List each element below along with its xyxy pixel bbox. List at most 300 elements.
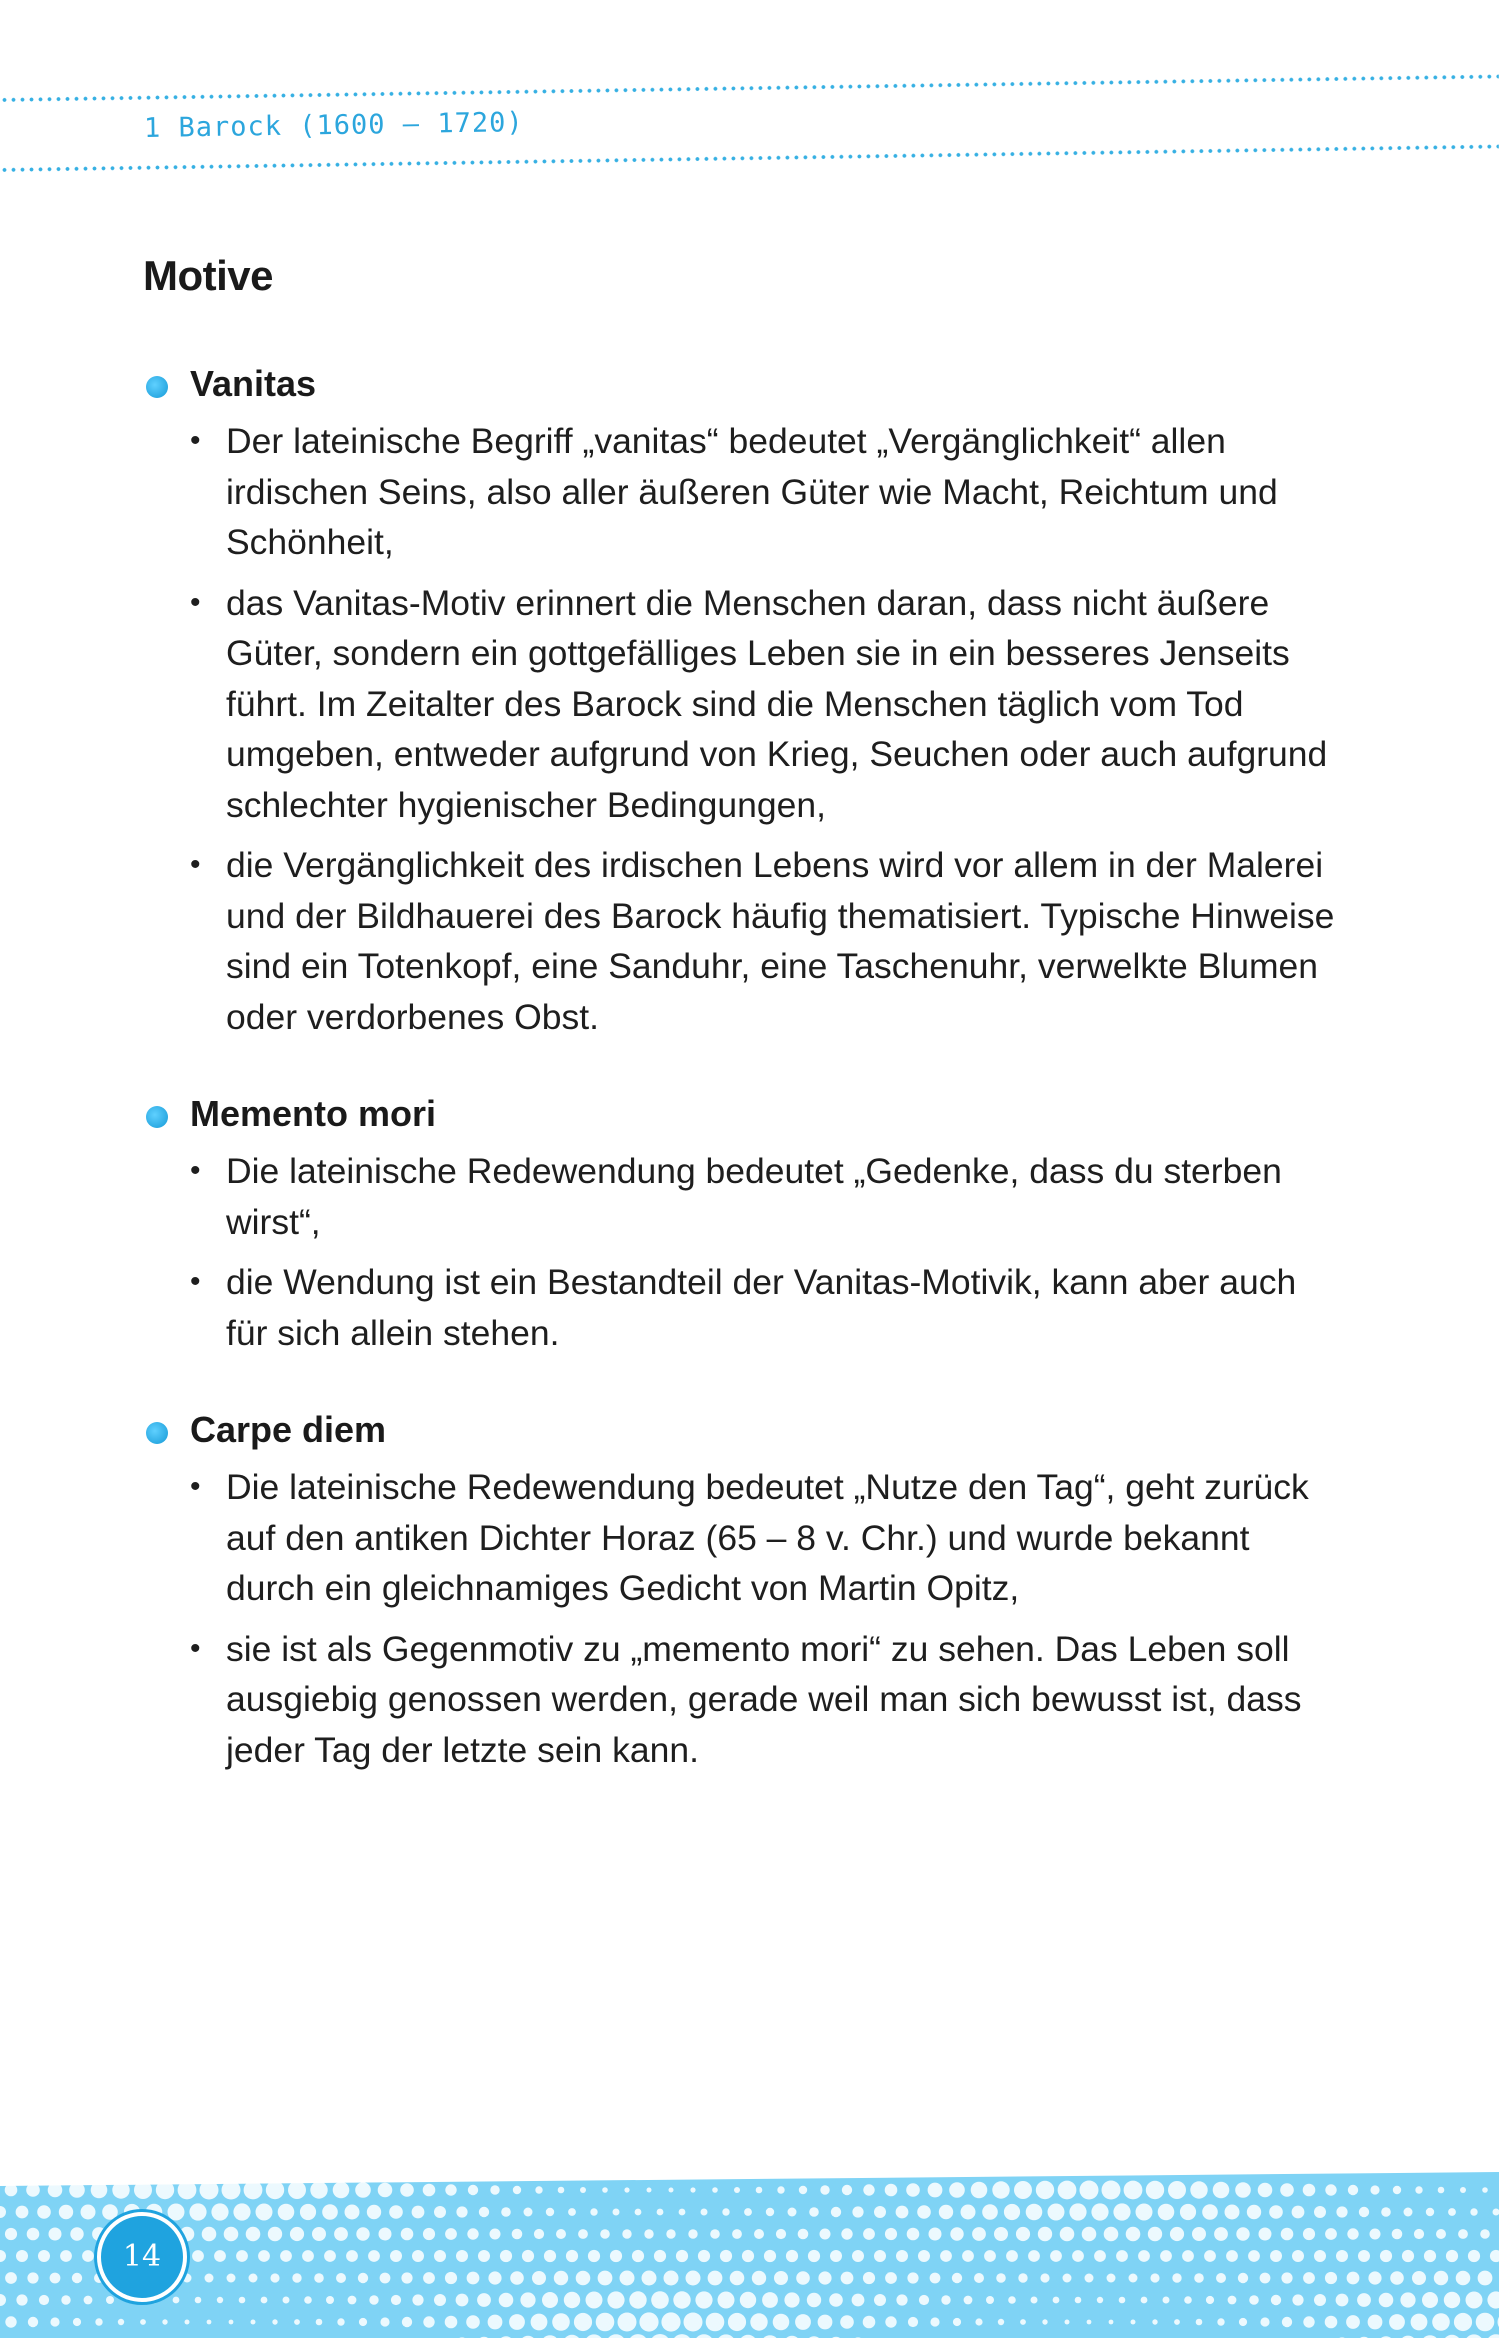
halftone-dot (48, 2183, 63, 2198)
halftone-dot (391, 2295, 401, 2305)
halftone-dot (972, 2227, 986, 2241)
halftone-dot (975, 2318, 982, 2325)
footer-halftone-band (0, 2160, 1499, 2338)
halftone-dot (722, 2208, 729, 2215)
halftone-dot (730, 2271, 745, 2286)
halftone-dot (686, 2271, 701, 2286)
halftone-dot (82, 2250, 94, 2262)
halftone-dot (796, 2271, 810, 2285)
halftone-dot (664, 2271, 679, 2286)
halftone-dot (1336, 2206, 1347, 2217)
list-item (143, 1462, 1343, 1614)
halftone-dot (1336, 2294, 1349, 2307)
halftone-dot (1141, 2297, 1148, 2304)
halftone-dot (1478, 2271, 1493, 2286)
halftone-dot (423, 2228, 435, 2240)
halftone-dot (1065, 2320, 1070, 2325)
halftone-dot (566, 2250, 578, 2262)
halftone-dot (1292, 2294, 1303, 2305)
halftone-dot (1402, 2250, 1414, 2262)
bullet-icon: • (190, 1265, 201, 1298)
halftone-dot (1260, 2317, 1269, 2326)
bullet-icon: • (190, 1470, 201, 1503)
halftone-dot (885, 2272, 897, 2284)
halftone-dot (38, 2250, 50, 2262)
halftone-dot (1091, 2203, 1108, 2220)
halftone-dot (574, 2313, 592, 2331)
halftone-dot (602, 2187, 608, 2193)
halftone-dot (1148, 2227, 1162, 2241)
halftone-dot (1392, 2229, 1403, 2240)
halftone-dot (334, 2227, 348, 2241)
halftone-dot (1358, 2250, 1370, 2262)
halftone-dot (764, 2250, 776, 2262)
halftone-dot (423, 2316, 434, 2327)
halftone-dot (830, 2250, 842, 2262)
halftone-dot (84, 2296, 93, 2305)
halftone-dot (852, 2206, 863, 2217)
halftone-dot (1119, 2297, 1126, 2304)
halftone-dot (380, 2273, 391, 2284)
blue-dot-icon (146, 1106, 168, 1128)
list-item-text: Die lateinische Redewendung bedeutet „Gedenke, dass du sterben wirst“, (226, 1151, 1282, 1242)
halftone-dot (1249, 2295, 1259, 2305)
halftone-dot (1381, 2207, 1391, 2217)
halftone-dot (964, 2296, 973, 2305)
halftone-dot (852, 2250, 864, 2262)
halftone-dot (1172, 2273, 1181, 2282)
halftone-dot (1448, 2208, 1456, 2216)
halftone-dot (907, 2228, 920, 2241)
halftone-dot (710, 2229, 720, 2239)
halftone-dot (885, 2316, 896, 2327)
halftone-dot (949, 2182, 965, 2198)
halftone-dot (762, 2292, 778, 2308)
halftone-dot (863, 2272, 875, 2284)
halftone-dot (1480, 2229, 1490, 2239)
halftone-dot (1389, 2314, 1405, 2330)
halftone-dot (477, 2293, 491, 2307)
halftone-dot (1380, 2250, 1392, 2262)
halftone-dot (134, 2181, 152, 2199)
halftone-dot (1026, 2204, 1043, 2221)
halftone-dot (1031, 2297, 1038, 2304)
halftone-dot (16, 2294, 27, 2305)
halftone-dot (639, 2312, 658, 2331)
halftone-dot (1325, 2184, 1336, 2195)
halftone-dot (1104, 2227, 1119, 2242)
halftone-dot (227, 2274, 236, 2283)
halftone-dot (546, 2208, 554, 2216)
list-item-text: die Wendung ist ein Bestandteil der Vanitas-Motivik, kann aber auch für sich allein stehen. (226, 1262, 1297, 1353)
halftone-dot (698, 2250, 710, 2262)
halftone-dot (456, 2294, 469, 2307)
halftone-dot (1048, 2204, 1065, 2221)
halftone-dot (112, 2181, 129, 2198)
halftone-dot (1368, 2271, 1381, 2284)
halftone-dot (202, 2227, 217, 2242)
motive-carpe-diem (143, 1404, 1343, 1775)
halftone-dot (986, 2296, 994, 2304)
halftone-dot (906, 2183, 920, 2197)
halftone-dot (1444, 2292, 1460, 2308)
halftone-dot (610, 2250, 622, 2262)
halftone-dot (500, 2250, 512, 2262)
halftone-dot (690, 2187, 695, 2192)
halftone-dot (224, 2227, 239, 2242)
halftone-dot (1466, 2292, 1483, 2309)
halftone-dot (400, 2183, 414, 2197)
halftone-dot (81, 2205, 96, 2220)
list-item (143, 1146, 1343, 1247)
halftone-dot (1314, 2206, 1326, 2218)
halftone-dot (1124, 2181, 1143, 2200)
halftone-dot (1138, 2250, 1150, 2262)
halftone-dot (896, 2294, 907, 2305)
halftone-dot (380, 2317, 389, 2326)
halftone-dot (1020, 2319, 1026, 2325)
halftone-dot (337, 2318, 344, 2325)
halftone-dot (1190, 2181, 1207, 2198)
halftone-dot (688, 2229, 697, 2238)
blue-dot-icon (146, 376, 168, 398)
halftone-dot (564, 2292, 580, 2308)
halftone-dot (795, 2314, 811, 2330)
halftone-dot (684, 2313, 703, 2332)
halftone-dot (532, 2271, 546, 2285)
halftone-dot (556, 2229, 566, 2239)
halftone-dot (998, 2319, 1004, 2325)
halftone-dot (316, 2319, 323, 2326)
halftone-dot (798, 2229, 809, 2240)
halftone-dot (1075, 2297, 1082, 2304)
halftone-dot (26, 2183, 40, 2197)
halftone-dot (852, 2294, 865, 2307)
halftone-dot (1314, 2294, 1326, 2306)
halftone-dot (300, 2204, 316, 2220)
halftone-dot (1379, 2293, 1394, 2308)
halftone-dot (708, 2271, 723, 2286)
list-item-text: sie ist als Gegenmotiv zu „memento mori“ zu sehen. Das Leben soll ausgiebig genossen werden, gerade weil man sich bewusst ist, dass jeder Tag der letzte sein kann. (226, 1628, 1302, 1770)
halftone-dot (16, 2250, 28, 2262)
halftone-dot (1303, 2272, 1315, 2284)
halftone-dot (1393, 2186, 1401, 2194)
halftone-dot (1426, 2208, 1434, 2216)
halftone-dot (479, 2207, 489, 2217)
halftone-dot (1113, 2203, 1130, 2220)
halftone-dot (744, 2208, 752, 2216)
halftone-dot (629, 2291, 646, 2308)
halftone-dot (378, 2183, 393, 2198)
chapter-header: 1 Barock (1600 – 1720) (143, 107, 524, 144)
halftone-dot (679, 2209, 686, 2216)
halftone-dot (268, 2227, 282, 2241)
halftone-dot (618, 2313, 637, 2332)
halftone-dot (1094, 2250, 1106, 2262)
halftone-dot (1280, 2183, 1294, 2197)
halftone-dot (568, 2208, 576, 2216)
halftone-dot (863, 2316, 876, 2329)
halftone-dot (5, 2184, 18, 2197)
halftone-dot (842, 2185, 852, 2195)
halftone-dot (818, 2315, 833, 2330)
motive-heading (143, 1404, 1343, 1456)
halftone-dot (1236, 2227, 1249, 2240)
halftone-dot (5, 2228, 17, 2240)
halftone-dot (1182, 2250, 1194, 2262)
halftone-dot (1168, 2181, 1186, 2199)
halftone-dot (524, 2208, 533, 2217)
halftone-dot (588, 2250, 600, 2262)
halftone-dot (1292, 2250, 1304, 2262)
halftone-dot (1109, 2320, 1114, 2325)
halftone-dot (788, 2208, 797, 2217)
halftone-dot (961, 2205, 976, 2220)
halftone-dot (928, 2183, 943, 2198)
halftone-dot (445, 2228, 457, 2240)
halftone-dot (326, 2296, 334, 2304)
halftone-dot (434, 2294, 446, 2306)
halftone-dot (456, 2250, 468, 2262)
halftone-dot (173, 2297, 180, 2304)
bullet-list (143, 1462, 1343, 1775)
halftone-dot (1346, 2315, 1360, 2329)
halftone-dot (598, 2271, 613, 2286)
halftone-dot (367, 2205, 381, 2219)
motive-memento-mori (143, 1088, 1343, 1358)
halftone-dot (510, 2271, 524, 2285)
halftone-dot (620, 2271, 635, 2286)
halftone-dot (189, 2203, 206, 2220)
halftone-dot (1460, 2187, 1466, 2193)
halftone-dot (1370, 2185, 1379, 2194)
halftone-dot (270, 2273, 279, 2282)
halftone-dot (632, 2250, 644, 2262)
halftone-dot (1424, 2250, 1436, 2262)
halftone-dot (390, 2250, 402, 2262)
halftone-dot (578, 2229, 588, 2239)
halftone-dot (919, 2295, 929, 2305)
halftone-dot (423, 2184, 436, 2197)
halftone-dot (820, 2229, 831, 2240)
halftone-dot (1468, 2250, 1480, 2262)
bullet-list (143, 1146, 1343, 1358)
list-item (143, 840, 1343, 1042)
halftone-dot (1196, 2319, 1203, 2326)
halftone-dot (808, 2250, 820, 2262)
halftone-dot (734, 2187, 740, 2193)
halftone-dot (217, 2297, 223, 2303)
halftone-dot (651, 2291, 669, 2309)
halftone-dot (512, 2229, 523, 2240)
halftone-dot (661, 2312, 680, 2331)
halftone-dot (974, 2273, 984, 2283)
halftone-dot (1325, 2228, 1337, 2240)
halftone-dot (807, 2293, 821, 2307)
halftone-dot (39, 2295, 49, 2305)
halftone-dot (654, 2250, 666, 2262)
halftone-dot (863, 2228, 875, 2240)
halftone-dot (1281, 2272, 1292, 2283)
halftone-dot (742, 2250, 754, 2262)
halftone-dot (168, 2204, 185, 2221)
halftone-dot (467, 2272, 480, 2285)
halftone-dot (355, 2182, 371, 2198)
halftone-dot (358, 2273, 368, 2283)
halftone-dot (953, 2318, 961, 2326)
halftone-dot (642, 2271, 657, 2286)
halftone-dot (258, 2250, 270, 2262)
halftone-dot (929, 2228, 942, 2241)
halftone-dot (712, 2187, 718, 2193)
halftone-dot (718, 2292, 735, 2309)
halftone-dot (950, 2227, 963, 2240)
halftone-dot (229, 2320, 234, 2325)
halftone-dot (809, 2207, 819, 2217)
halftone-dot (401, 2228, 414, 2241)
halftone-dot (622, 2229, 631, 2238)
halftone-dot (576, 2271, 591, 2286)
halftone-dot (1412, 2271, 1426, 2285)
halftone-dot (907, 2272, 918, 2283)
halftone-dot (261, 2297, 268, 2304)
halftone-dot (294, 2319, 300, 2325)
halftone-dot (324, 2250, 336, 2262)
halftone-dot (1432, 2313, 1450, 2331)
halftone-dot (1170, 2227, 1184, 2241)
halftone-dot (162, 2319, 167, 2324)
halftone-dot (600, 2229, 610, 2239)
halftone-dot (244, 2181, 263, 2200)
halftone-dot (478, 2250, 490, 2262)
halftone-dot (1458, 2229, 1468, 2239)
halftone-dot (1016, 2227, 1030, 2241)
halftone-dot (941, 2295, 950, 2304)
motive-heading (143, 358, 1343, 410)
bullet-icon: • (190, 1154, 201, 1187)
halftone-dot (1368, 2315, 1383, 2330)
halftone-dot (1303, 2184, 1316, 2197)
halftone-dot (1225, 2205, 1240, 2220)
halftone-dot (456, 2206, 467, 2217)
halftone-dot (214, 2250, 226, 2262)
motive-title: Vanitas (190, 363, 317, 404)
halftone-dot (952, 2273, 962, 2283)
halftone-dot (522, 2250, 534, 2262)
halftone-dot (49, 2228, 62, 2241)
halftone-dot (1136, 2204, 1153, 2221)
halftone-dot (624, 2187, 629, 2192)
halftone-dot (467, 2228, 478, 2239)
halftone-dot (1131, 2320, 1136, 2325)
halftone-dot (356, 2227, 369, 2240)
halftone-dot (908, 2317, 918, 2327)
halftone-dot (647, 2188, 652, 2193)
halftone-dot (1292, 2206, 1305, 2219)
halftone-dot (1102, 2181, 1121, 2200)
halftone-dot (918, 2250, 930, 2262)
halftone-dot (840, 2315, 854, 2329)
halftone-dot (1038, 2227, 1052, 2241)
halftone-dot (239, 2297, 246, 2304)
halftone-dot (233, 2203, 250, 2220)
halftone-dot (185, 2320, 190, 2325)
halftone-dot (1080, 2181, 1099, 2200)
halftone-dot (1415, 2186, 1422, 2193)
motive-heading (143, 1088, 1343, 1140)
halftone-dot (183, 2274, 192, 2283)
halftone-dot (304, 2296, 312, 2304)
halftone-dot (728, 2313, 746, 2331)
halftone-dot (1404, 2208, 1413, 2217)
halftone-dot (251, 2320, 256, 2325)
halftone-dot (50, 2273, 61, 2284)
halftone-dot (1163, 2297, 1170, 2304)
halftone-dot (552, 2313, 570, 2331)
halftone-dot (102, 2204, 118, 2220)
halftone-dot (292, 2273, 301, 2282)
halftone-dot (874, 2206, 886, 2218)
halftone-dot (673, 2291, 690, 2308)
halftone-dot (669, 2188, 674, 2193)
halftone-dot (333, 2182, 350, 2199)
halftone-dot (1357, 2293, 1371, 2307)
halftone-dot (1238, 2273, 1248, 2283)
list-item-text: das Vanitas-Motiv erinnert die Menschen daran, dass nicht äußere Güter, sondern ein gottgefälliges Leben sie in ein besseres Jenseits führt. Im Zeitalter des Barock sind die Menschen täglich vom Tod umgeben, entweder aufgrund von Krieg, Seuchen oder auch aufgrund schlechter hygienischer Bedingungen, (226, 582, 1328, 825)
halftone-dot (1314, 2250, 1326, 2262)
halftone-dot (1006, 2250, 1018, 2262)
halftone-dot (91, 2182, 108, 2199)
halftone-dot (1192, 2227, 1206, 2241)
halftone-dot (1259, 2228, 1272, 2241)
halftone-dot (841, 2228, 852, 2239)
halftone-dot (1303, 2316, 1314, 2327)
halftone-dot (1325, 2316, 1338, 2329)
halftone-dot (1069, 2203, 1086, 2220)
halftone-dot (1260, 2273, 1271, 2284)
halftone-dot (336, 2273, 346, 2283)
halftone-dot (118, 2319, 124, 2325)
halftone-dot (1269, 2205, 1283, 2219)
halftone-dot (346, 2250, 358, 2262)
halftone-dot (5, 2316, 16, 2327)
halftone-dot (266, 2181, 284, 2199)
halftone-dot (799, 2186, 807, 2194)
halftone-dot (1325, 2272, 1337, 2284)
motive-title: Carpe diem (190, 1409, 387, 1450)
halftone-dot (586, 2292, 603, 2309)
halftone-dot (1258, 2183, 1273, 2198)
halftone-dot (27, 2272, 38, 2283)
halftone-dot (695, 2291, 712, 2308)
halftone-dot (1347, 2272, 1360, 2285)
halftone-dot (992, 2181, 1009, 2198)
halftone-dot (596, 2313, 615, 2332)
halftone-dot (1150, 2273, 1159, 2282)
halftone-dot (1414, 2229, 1424, 2239)
halftone-dot (776, 2229, 786, 2239)
halftone-dot (314, 2273, 324, 2283)
halftone-dot (1470, 2208, 1477, 2215)
halftone-dot (766, 2208, 774, 2216)
halftone-dot (310, 2181, 327, 2198)
halftone-dot (1014, 2181, 1032, 2199)
halftone-dot (544, 2250, 556, 2262)
halftone-dot (558, 2187, 565, 2194)
halftone-dot (509, 2314, 525, 2330)
halftone-dot (106, 2296, 114, 2304)
halftone-dot (1053, 2297, 1060, 2304)
